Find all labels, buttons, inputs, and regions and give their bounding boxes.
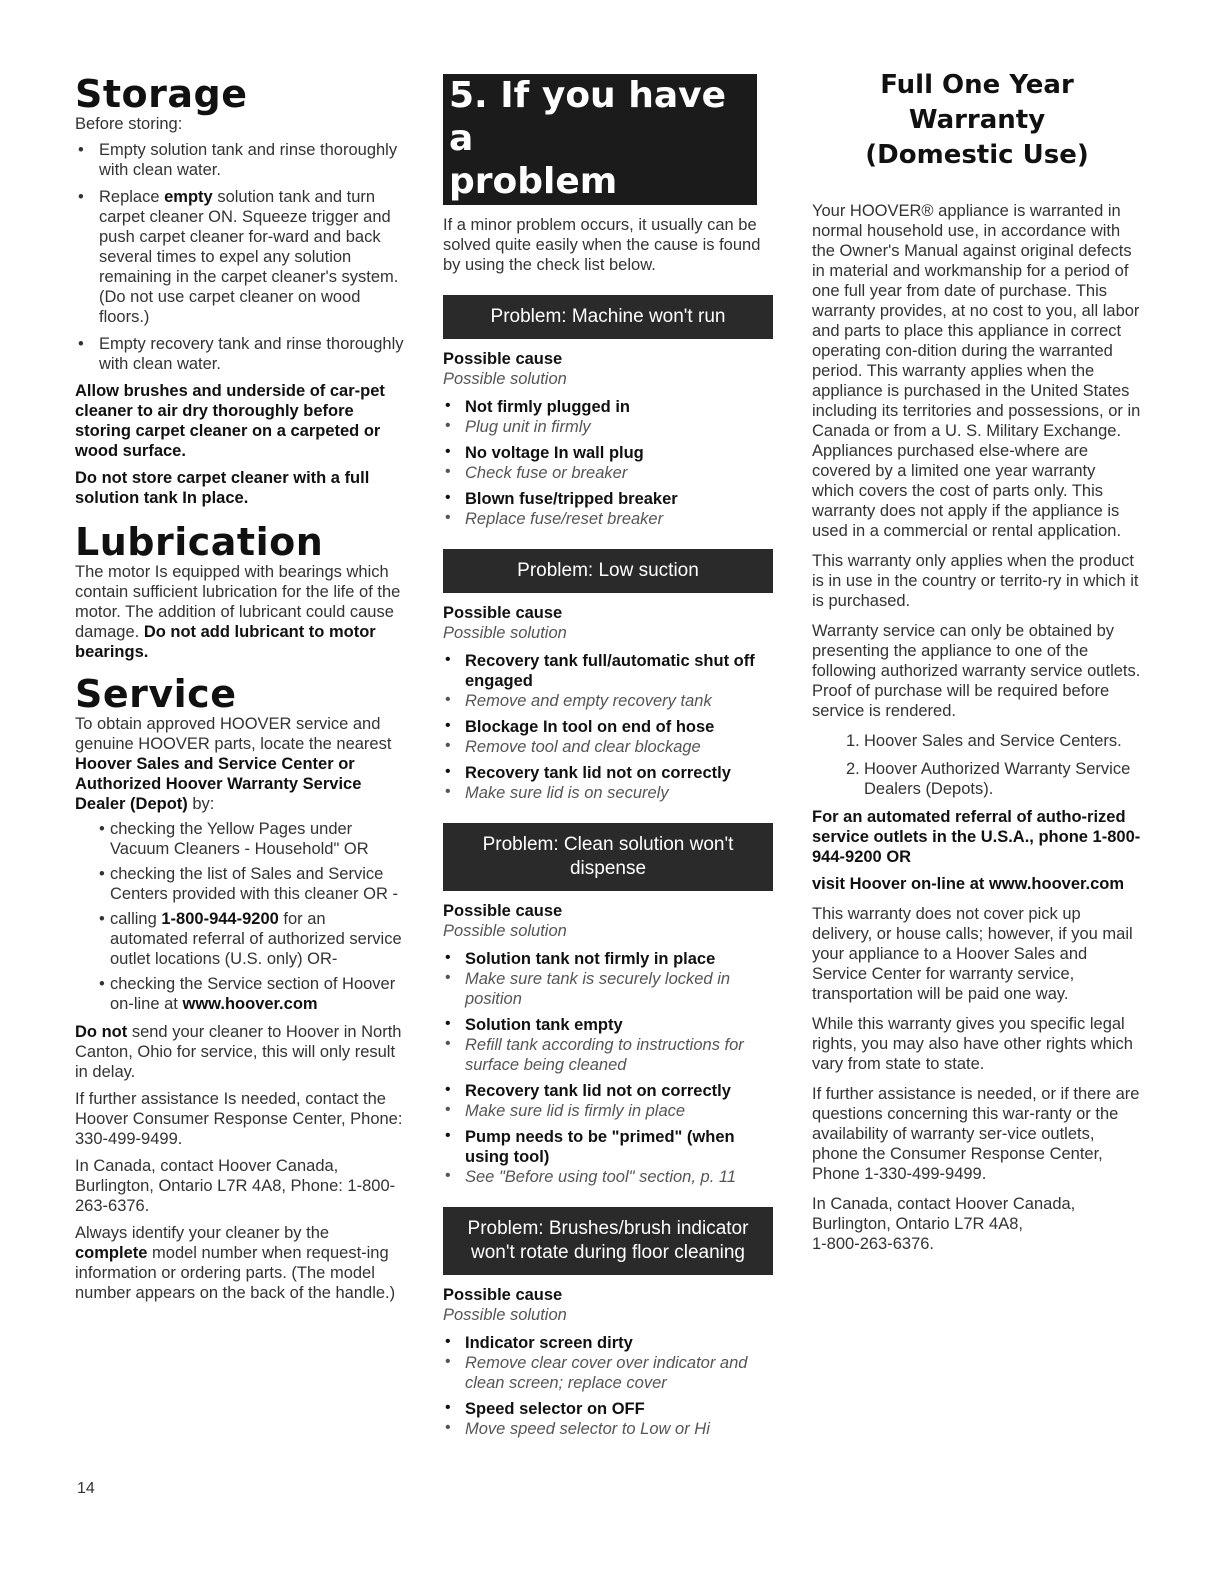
problem-cause: Solution tank not firmly in place [465,950,716,968]
storage-note-dry: Allow brushes and underside of car-pet cleaner to air dry thoroughly before storing carpet cleaner on a carpeted or wood surface. [75,382,385,460]
bullet-icon: • [445,651,451,668]
service-canada: In Canada, contact Hoover Canada, Burlington, Ontario L7R 4A8, Phone: 1-800-263-6376. [75,1157,396,1215]
problem-cause: Recovery tank full/automatic shut off engaged [465,652,755,690]
problem-solution-row [445,783,780,803]
problem-solution-row [445,1419,780,1439]
problem-section-title: Problem: Clean solution won't dispense [443,823,773,891]
problem-solution-row [445,1353,780,1393]
warranty-p3: Warranty service can only be obtained by presenting the appliance to one of the following authorized warranty service outlets. Proof of purchase will be required before service is rendered. [812,622,1141,720]
bullet-icon: • [445,509,451,526]
problem-item [443,1081,780,1121]
bullet-icon: • [445,949,451,966]
problem-item [443,949,780,1009]
service-option-call: • calling 1-800-944-9200 for an automated referral of authorized service outlet locations (U.S. only) OR- [75,909,405,969]
problem-item [443,1127,780,1187]
problem-item [443,443,780,483]
lubrication-text: The motor Is equipped with bearings which contain sufficient lubrication for the life of the motor. The addition of lubricant could cause damage. Do not add lubricant to motor bearings. [75,563,401,661]
problem-intro: If a minor problem occurs, it usually can be solved quite easily when the cause is found by using the check list below. [443,216,761,274]
problem-cause: Solution tank empty [465,1016,623,1034]
problem-solution-row [445,691,780,711]
problem-title: 5. If you have a problem [443,74,757,205]
service-option: • checking the Yellow Pages under Vacuum Cleaners - Household" OR [75,819,405,859]
bullet-icon: • [445,397,451,414]
problem-section-title: Problem: Low suction [443,549,773,593]
problem-item [443,397,780,437]
problem-solution: Replace fuse/reset breaker [465,510,664,528]
service-further: If further assistance Is needed, contact the Hoover Consumer Response Center, Phone: 330-499-9499. [75,1090,403,1148]
problem-solution: Remove and empty recovery tank [465,692,712,710]
problem-item [443,651,780,711]
bullet-icon: • [445,1399,451,1416]
problem-item [443,763,780,803]
problem-item [443,489,780,529]
bullet-icon: • [445,1127,451,1144]
right-column [812,70,1142,1254]
left-column [75,74,405,1303]
problem-item [443,1399,780,1439]
bullet-icon: • [445,969,451,986]
problem-solution: Refill tank according to instructions for surface being cleaned [465,1036,744,1074]
bullet-icon: • [445,1015,451,1032]
bullet-icon: • [445,737,451,754]
warranty-outlets-list [812,731,1142,799]
problem-solution: Make sure lid is on securely [465,784,669,802]
storage-bullet: • Empty solution tank and rinse thoroughly with clean water. [75,140,405,180]
problem-solution-row [445,1101,780,1121]
bullet-icon: • [445,1167,451,1184]
service-do-not: Do not send your cleaner to Hoover in North Canton, Ohio for service, this will only result in delay. [75,1023,402,1081]
problem-solution-row [445,1167,780,1187]
problem-solution-row [445,463,780,483]
bullet-icon: • [445,1419,451,1436]
warranty-p5: While this warranty gives you specific legal rights, you may also have other rights which vary from state to state. [812,1015,1133,1073]
problem-item [443,717,780,757]
possible-solution-label: Possible solution [443,370,567,388]
bullet-icon: • [445,463,451,480]
bullet-icon: • [445,783,451,800]
problem-cause: Not firmly plugged in [465,398,630,416]
warranty-phone: Phone 1-330-499-9499. [812,1165,987,1183]
bullet-icon: • [445,1035,451,1052]
problem-cause: Indicator screen dirty [465,1334,633,1352]
service-phone: 1-800-944-9200 [161,910,279,928]
warranty-canada: In Canada, contact Hoover Canada, Burlington, Ontario L7R 4A8, 1-800-263-6376. [812,1195,1076,1253]
service-identify: Always identify your cleaner by the complete model number when request-ing information or ordering parts. (The model number appears on the back of the handle.) [75,1224,396,1302]
storage-bullet: • Replace empty solution tank and turn carpet cleaner ON. Squeeze trigger and push carpet cleaner for-ward and back several times to expel any solution remaining in the carpet cleaner's system. (Do not use carpet cleaner on wood floors.) [75,187,405,327]
problem-item [443,1015,780,1075]
storage-heading: Storage [75,72,248,116]
bullet-icon: • [445,443,451,460]
bullet-icon: • [445,691,451,708]
problem-item [443,1333,780,1393]
problem-cause: Recovery tank lid not on correctly [465,764,731,782]
problem-solution-row [445,737,780,757]
warranty-p6: If further assistance is needed, or if there are questions concerning this war-ranty or the availability of warranty ser-vice outlets, phone the Consumer Response Center, [812,1085,1140,1163]
problem-solution: Make sure lid is firmly in place [465,1102,686,1120]
possible-solution-label: Possible solution [443,1306,567,1324]
page-number: 14 [77,1480,95,1497]
problem-cause: No voltage In wall plug [465,444,644,462]
problem-cause: Blockage In tool on end of hose [465,718,715,736]
problem-solution-row [445,1035,780,1075]
bullet-icon: • [445,417,451,434]
problem-section-title: Problem: Machine won't run [443,295,773,339]
problem-cause: Speed selector on OFF [465,1400,645,1418]
bullet-icon: • [445,489,451,506]
bullet-icon: • [445,1353,451,1370]
warranty-heading: Full One Year Warranty (Domestic Use) [865,70,1089,170]
possible-cause-label: Possible cause [443,604,563,622]
bullet-icon: • [445,1081,451,1098]
possible-cause-label: Possible cause [443,1286,563,1304]
storage-bullet: • Empty recovery tank and rinse thoroughly with clean water. [75,334,405,374]
warranty-p4: This warranty does not cover pick up delivery, or house calls; however, if you mail your appliance to a Hoover Sales and Service Center for warranty service, transportation will be paid one way. [812,905,1133,1003]
warranty-referral: For an automated referral of autho-rized service outlets in the U.S.A., phone 1-800-944-9200 OR [812,808,1141,866]
problem-solution: Remove clear cover over indicator and clean screen; replace cover [465,1354,748,1392]
possible-solution-label: Possible solution [443,624,567,642]
problem-solution-row [445,509,780,529]
problem-cause: Pump needs to be "primed" (when using tool) [465,1128,735,1166]
problem-section-title: Problem: Brushes/brush indicator won't rotate during floor cleaning [443,1207,773,1275]
problem-solution-row [445,969,780,1009]
warranty-outlet: 1. Hoover Sales and Service Centers. [846,732,1122,750]
problem-solution: Plug unit in firmly [465,418,591,436]
warranty-outlet: 2. Hoover Authorized Warranty Service Dealers (Depots). [846,760,1131,798]
problem-solution: Check fuse or breaker [465,464,628,482]
storage-list [75,140,405,374]
problem-sections [443,295,780,1439]
bullet-icon: • [445,717,451,734]
service-intro: To obtain approved HOOVER service and genuine HOOVER parts, locate the nearest Hoover Sales and Service Center or Authorized Hoover Warranty Service Dealer (Depot) by: [75,715,392,813]
service-option-online: • checking the Service section of Hoover on-line at www.hoover.com [75,974,405,1014]
warranty-p1: Your HOOVER® appliance is warranted in normal household use, in accordance with the Owner's Manual against original defects in material and workmanship for a period of one full year from date of purchase. This warranty provides, at no cost to you, all labor and parts to place this appliance in correct operating con-dition during the warranted period. This warranty applies when the appliance is purchased in the United States including its territories and possessions, or in Canada or from a U. S. Military Exchange. Appliances purchased else-where are covered by a limited one year warranty which covers the cost of parts only. This warranty does not apply if the appliance is used in a commercial or rental application. [812,202,1141,540]
storage-intro: Before storing: [75,115,183,133]
problem-solution: Make sure tank is securely locked in position [465,970,731,1008]
storage-note-full-tank: Do not store carpet cleaner with a full solution tank In place. [75,469,370,507]
service-options [75,819,405,1014]
service-option: • checking the list of Sales and Service Centers provided with this cleaner OR - [75,864,405,904]
problem-solution-row [445,417,780,437]
middle-column [443,74,780,1439]
possible-solution-label: Possible solution [443,922,567,940]
problem-solution: See "Before using tool" section, p. 11 [465,1168,736,1186]
hoover-url: www.hoover.com [182,995,318,1013]
warranty-p2: This warranty only applies when the product is in use in the country or territo-ry in which it is purchased. [812,552,1139,610]
lubrication-heading: Lubrication [75,520,324,564]
bullet-icon: • [445,1101,451,1118]
bullet-icon: • [445,763,451,780]
problem-solution: Remove tool and clear blockage [465,738,701,756]
problem-solution: Move speed selector to Low or Hi [465,1420,710,1438]
bullet-icon: • [445,1333,451,1350]
possible-cause-label: Possible cause [443,350,563,368]
service-heading: Service [75,672,237,716]
possible-cause-label: Possible cause [443,902,563,920]
warranty-online: visit Hoover on-line at www.hoover.com [812,875,1125,893]
problem-cause: Blown fuse/tripped breaker [465,490,678,508]
problem-cause: Recovery tank lid not on correctly [465,1082,731,1100]
